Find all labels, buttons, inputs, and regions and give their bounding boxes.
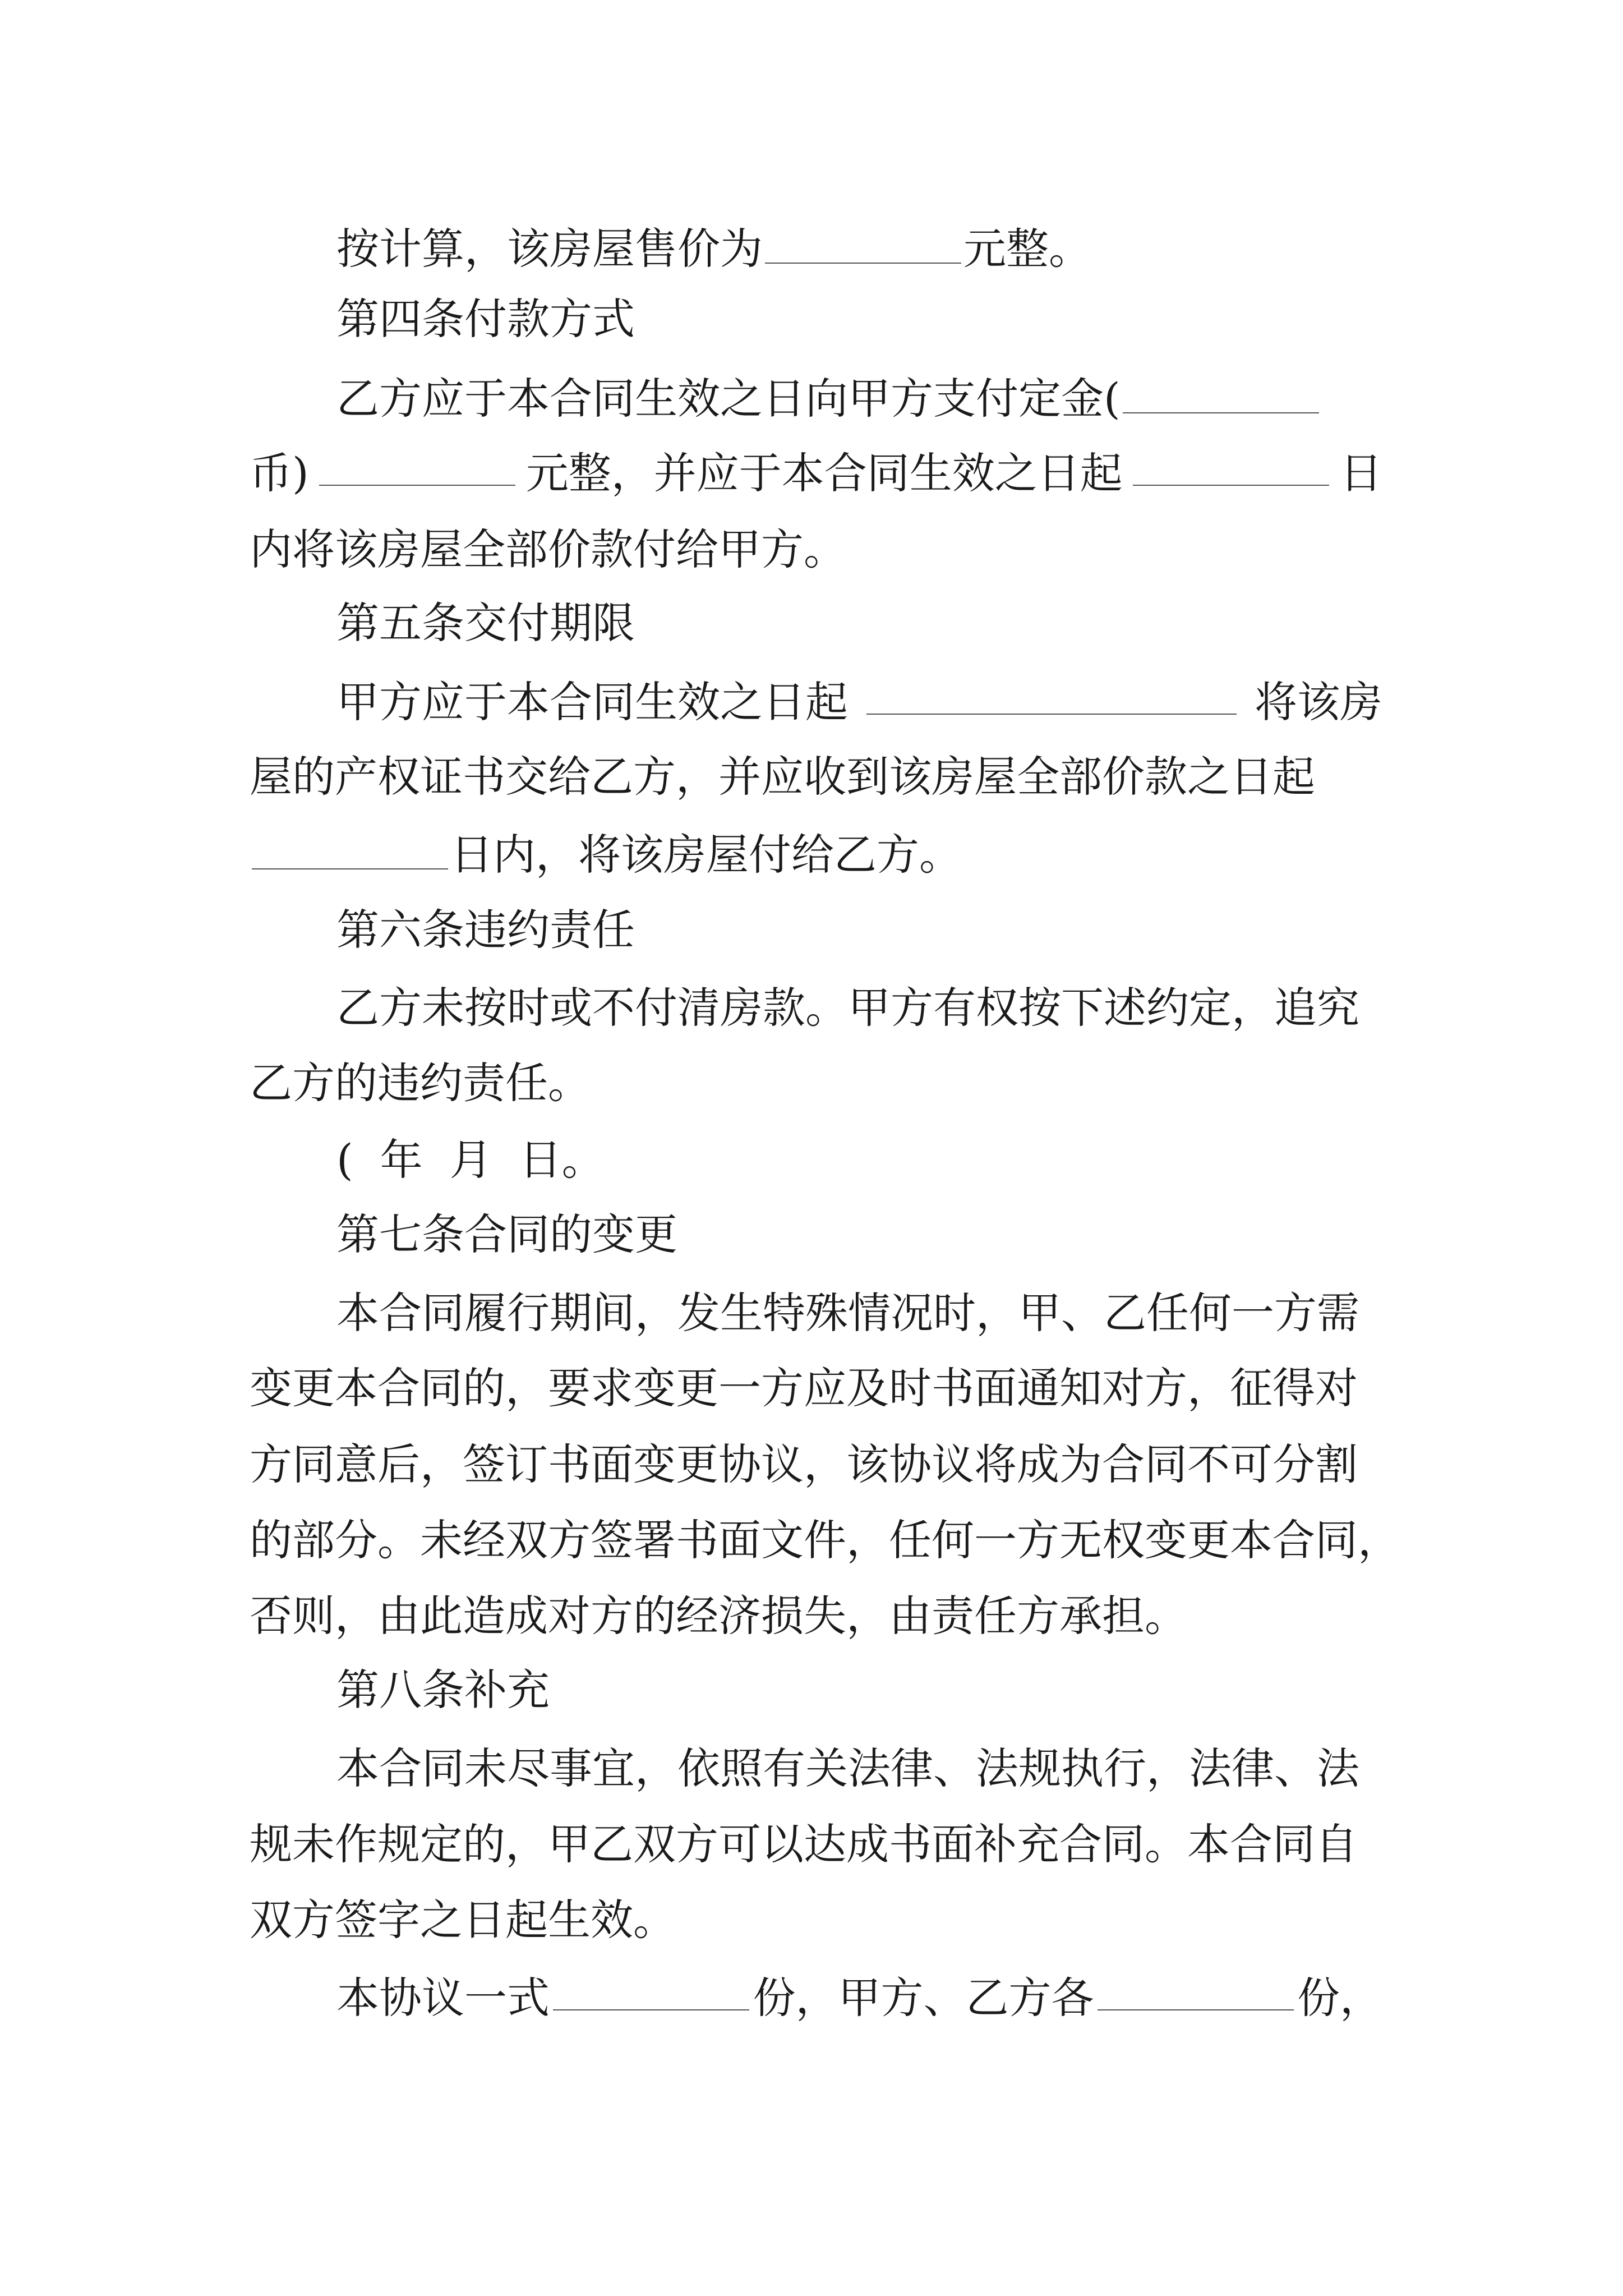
change-line-3: 方同意后，签订书面变更协议，该协议将成为合同不可分割: [250, 1439, 1358, 1489]
deposit-text: 乙方应于本合同生效之日向甲方支付定金(: [336, 374, 1121, 424]
date-line: [336, 1133, 605, 1187]
copies-suffix: 份，: [1297, 1973, 1382, 2023]
date-paren: (: [336, 1135, 353, 1185]
price-text: 按计算，该房屋售价为: [336, 224, 763, 274]
copies-line: [336, 1971, 1382, 2025]
currency-suffix: 币): [250, 448, 309, 498]
price-blank: [765, 224, 961, 264]
supplement-line-2: 规未作规定的，甲乙双方可以达成书面补充合同。本合同自: [250, 1819, 1358, 1869]
payment-line: 内将该房屋全部价款付给甲方。: [250, 524, 846, 574]
supplement-line-1: 本合同未尽事宜，依照有关法律、法规执行，法律、法: [336, 1743, 1359, 1793]
copies-each-text: 份，甲方、乙方各: [753, 1973, 1094, 2023]
copies-total-blank: [553, 1971, 749, 2010]
deposit-amount-line: [250, 447, 1382, 500]
deposit-amount-text: 元整，并应于本合同生效之日起: [525, 448, 1123, 498]
article-7-heading: 第七条合同的变更: [336, 1209, 677, 1259]
handover-text: 日内，将该房屋付给乙方。: [450, 830, 962, 880]
copies-each-blank: [1098, 1971, 1294, 2010]
change-line-4: 的部分。未经双方签署书面文件，任何一方无权变更本合同，: [250, 1515, 1400, 1565]
delivery-suffix: 将该房: [1255, 677, 1382, 727]
change-line-1: 本合同履行期间，发生特殊情况时，甲、乙任何一方需: [336, 1288, 1359, 1338]
article-8-heading: 第八条补充: [336, 1665, 550, 1715]
breach-line-2: 乙方的违约责任。: [250, 1058, 591, 1108]
article-5-heading: 第五条交付期限: [336, 598, 635, 648]
price-suffix: 元整。: [963, 224, 1091, 274]
article-6-heading: 第六条违约责任: [336, 905, 635, 955]
certificate-line: 屋的产权证书交给乙方，并应收到该房屋全部价款之日起: [250, 752, 1315, 802]
breach-line-1: 乙方未按时或不付清房款。甲方有权按下述约定，追究: [336, 983, 1359, 1033]
change-line-2: 变更本合同的，要求变更一方应及时书面通知对方，征得对: [250, 1363, 1358, 1413]
article-4-heading: 第四条付款方式: [336, 294, 635, 344]
price-line: [336, 222, 1091, 276]
delivery-period-blank: [866, 675, 1237, 715]
delivery-line: [336, 675, 1382, 729]
supplement-line-3: 双方签字之日起生效。: [250, 1895, 676, 1945]
payment-days-blank: [1133, 447, 1329, 486]
deposit-line: [336, 372, 1321, 426]
handover-days-blank: [252, 830, 448, 869]
delivery-text: 甲方应于本合同生效之日起: [336, 677, 848, 727]
days-suffix: 日: [1339, 448, 1382, 498]
copies-text: 本协议一式: [336, 1973, 550, 2023]
handover-line: [250, 828, 962, 882]
date-year: 年: [380, 1135, 423, 1185]
date-month: 月: [449, 1135, 492, 1185]
deposit-amount-blank: [319, 447, 515, 486]
change-line-5: 否则，由此造成对方的经济损失，由责任方承担。: [250, 1591, 1187, 1641]
currency-blank: [1123, 374, 1319, 413]
date-day: 日。: [519, 1135, 605, 1185]
